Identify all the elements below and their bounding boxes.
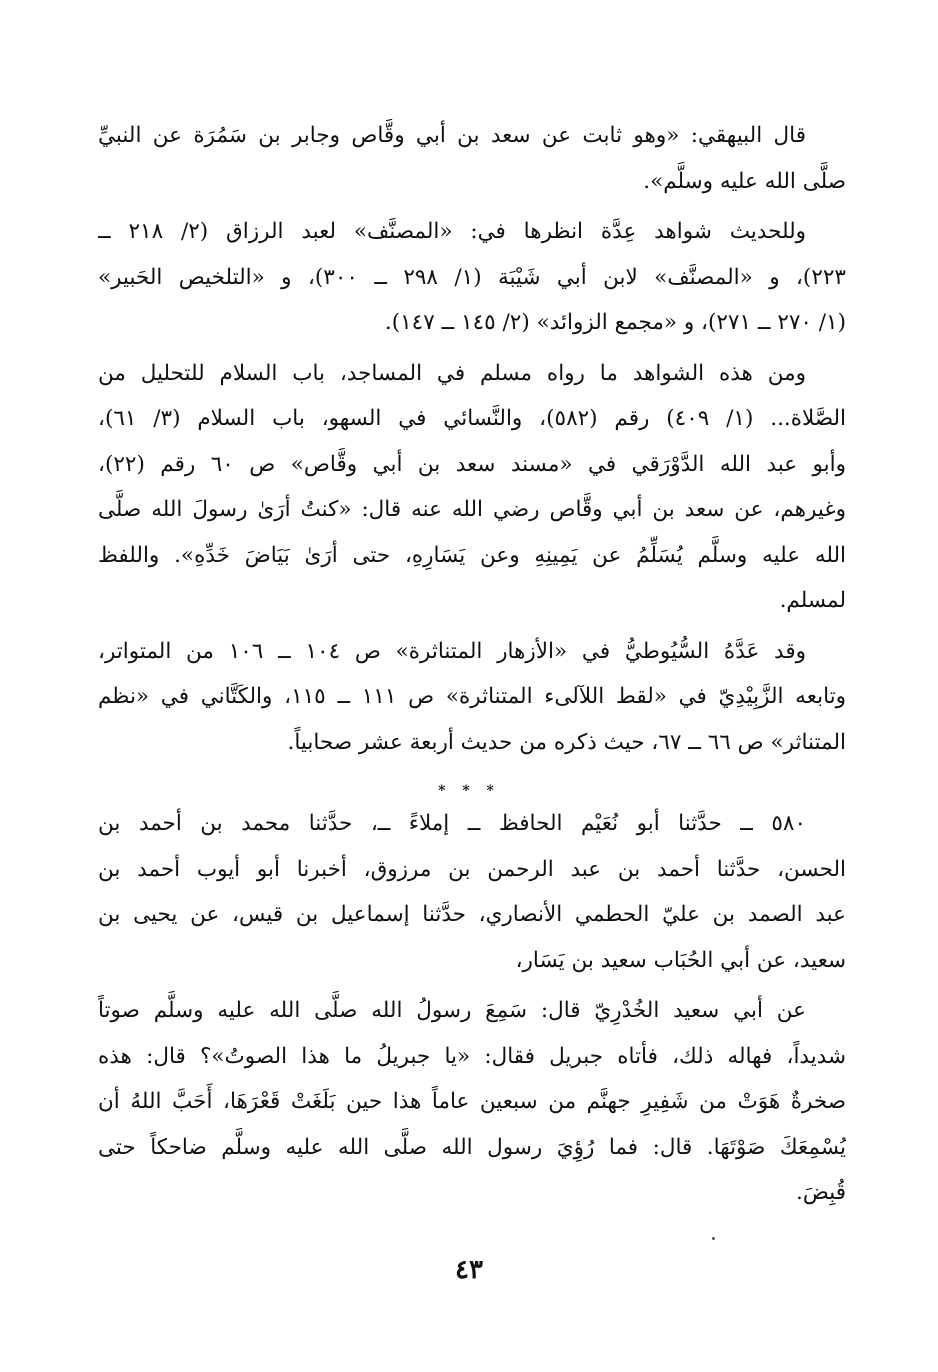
text-line: قال البيهقي: «وهو ثابت عن سعد بن أبي وقَّاص وجابر بن سَمُرَة عن النبيِّ <box>98 123 806 148</box>
text-line: وغيرهم، عن سعد بن أبي وقَّاص رضي الله عنه قال: «كنتُ أرَىٰ رسولَ الله صلَّى <box>98 497 846 522</box>
text-line: صلَّى الله عليه وسلَّم». <box>643 168 846 194</box>
text-line: الصَّلاة... (١/ ٤٠٩) رقم (٥٨٢)، والنَّسائي في السهو، باب السلام (٣/ ٦١)، <box>98 406 846 431</box>
print-speck <box>712 1237 715 1240</box>
page-body <box>98 113 846 1216</box>
text-line: وقد عَدَّهُ السُّيُوطيُّ في «الأزهار المتناثرة» ص ١٠٤ ــ ١٠٦ من المتواتر، <box>98 638 807 664</box>
text-line: يُسْمِعَكَ صَوْتَهَا. قال: فما رُؤِيَ رسول الله صلَّى الله عليه وسلَّم ضاحكاً حتى <box>98 1134 846 1160</box>
text-line: لمسلم. <box>779 588 846 613</box>
paragraph-muslim-narration <box>98 351 846 624</box>
text-line: شديداً، فهاله ذلك، فأتاه جبريل فقال: «يا جبريلُ ما هذا الصوتُ»؟ قال: هذه <box>98 1043 846 1069</box>
section-separator: * * * <box>438 783 500 799</box>
text-line: الحسن، حدَّثنا أحمد بن عبد الرحمن بن مرزوق، أخبرنا أبو أيوب أحمد بن <box>98 856 846 882</box>
text-line: وللحديث شواهد عِدَّة انظرها في: «المصنَّف» لعبد الرزاق (٢/ ٢١٨ ــ <box>98 219 807 244</box>
text-line: عن أبي سعيد الخُدْرِيّ قال: سَمِعَ رسولُ الله صلَّى الله عليه وسلَّم صوتاً <box>98 998 806 1023</box>
text-line: عبد الصمد بن عليّ الحطمي الأنصاري، حدَّثنا إسماعيل بن قيس، عن يحيى بن <box>98 902 846 927</box>
text-line: ومن هذه الشواهد ما رواه مسلم في المساجد، باب السلام للتحليل من <box>98 360 806 386</box>
text-line: وتابعه الزَّبِيْدِيّ في «لقط اللآلىء المتناثرة» ص ١١١ ــ ١١٥، والكَتَّاني في «نظم <box>98 684 846 709</box>
text-line: ٢٢٣)، و «المصنَّف» لابن أبي شَيْبَة (١/ ٢٩٨ ــ ٣٠٠)، و «التلخيص الحَبير» <box>98 264 846 290</box>
hadith-580-isnad <box>98 801 846 983</box>
hadith-580-matn <box>98 988 846 1216</box>
page-number: ٤٣ <box>455 1255 483 1285</box>
text-line: ٥٨٠ ــ حدَّثنا أبو نُعَيْم الحافظ ــ إملاءً ــ، حدَّثنا محمد بن أحمد بن <box>98 811 806 836</box>
text-line: (١/ ٢٧٠ ــ ٢٧١)، و «مجمع الزوائد» (٢/ ١٤٥ ــ ١٤٧). <box>384 310 846 335</box>
text-line: الله عليه وسلَّم يُسَلِّمُ عن يَمِينِهِ وعن يَسَارِهِ، حتى أرَىٰ بَيَاضَ خَدِّهِ». واللفظ <box>98 542 846 568</box>
paragraph-witnesses <box>98 209 846 346</box>
text-line: المتناثر» ص ٦٦ ــ ٦٧، حيث ذكره من حديث أربعة عشر صحابياً. <box>287 729 846 755</box>
text-line: سعيد، عن أبي الحُبَاب سعيد بن يَسَار، <box>515 947 846 973</box>
text-line: قُبِضَ. <box>796 1180 846 1205</box>
paragraph-bayhaqi-quote <box>98 113 846 204</box>
text-line: وأبو عبد الله الدَّوْرَقي في «مسند سعد بن أبي وقَّاص» ص ٦٠ رقم (٢٢)، <box>98 451 846 477</box>
text-line: صخرةٌ هَوَتْ من شَفِيرِ جهنَّم من سبعين عاماً هذا حين بَلَغَتْ قَعْرَهَا، أَحَبَّ اللهُ أن <box>98 1089 846 1114</box>
paragraph-mutawatir <box>98 629 846 766</box>
